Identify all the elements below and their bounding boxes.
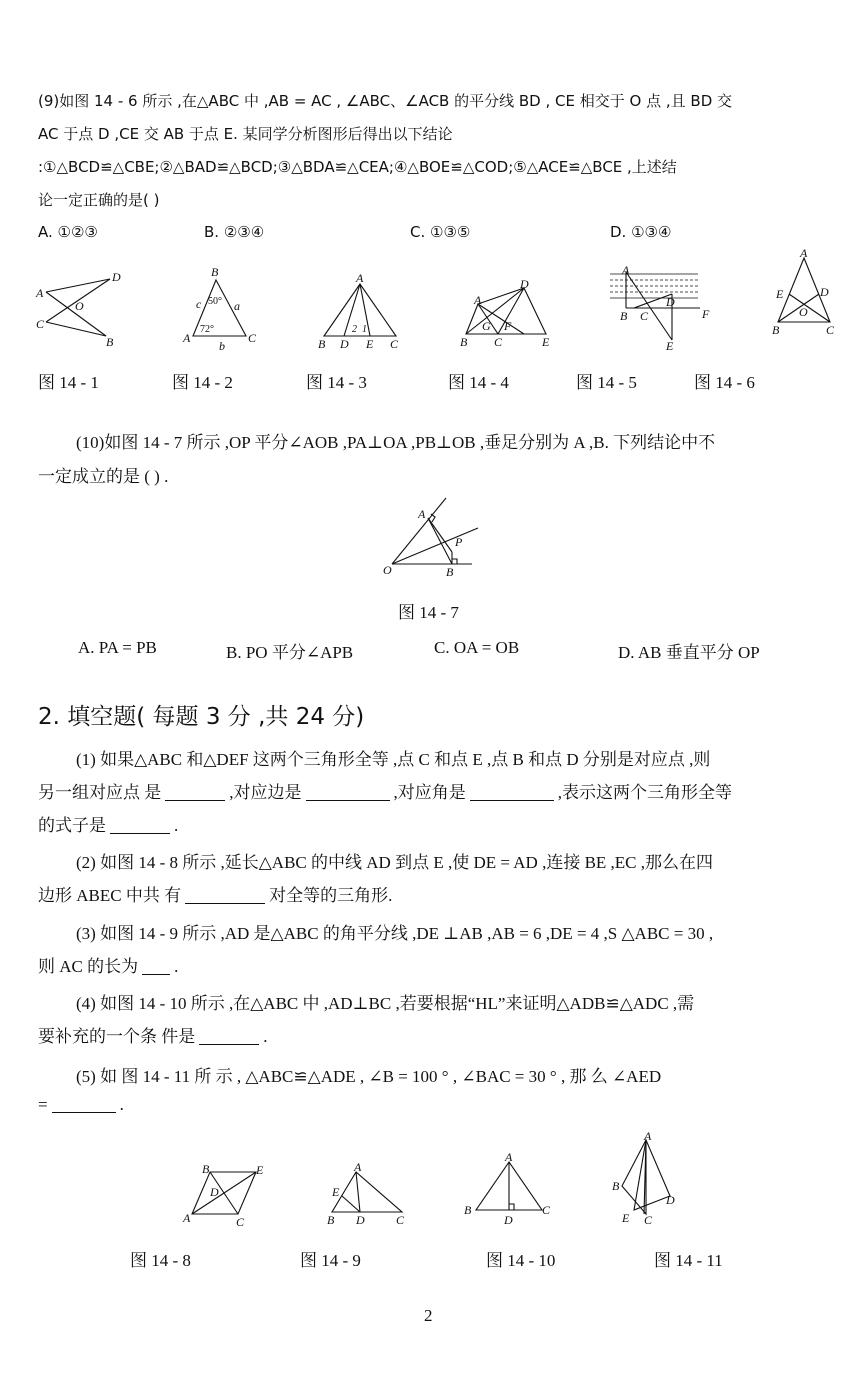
f1-line-1: (1) 如果△ABC 和△DEF 这两个三角形全等 ,点 C 和点 E ,点 B 和点 D 分别是对应点 ,则 bbox=[76, 750, 711, 769]
caption-14-9: 图 14 - 9 bbox=[300, 1251, 361, 1270]
figure-14-8 bbox=[180, 1160, 270, 1230]
caption-14-4: 图 14 - 4 bbox=[448, 373, 509, 392]
figure-14-7 bbox=[378, 494, 488, 580]
f2-text-a: 边形 ABEC 中共 有 bbox=[38, 886, 182, 905]
f3-text-b: . bbox=[174, 957, 179, 976]
q9-option-c: C. ①③⑤ bbox=[410, 223, 471, 241]
fig3-label-c: C bbox=[390, 337, 399, 351]
figure-14-3 bbox=[314, 270, 404, 350]
f4-line-1: (4) 如图 14 - 10 所示 ,在△ABC 中 ,AD⊥BC ,若要根据“HL”来证明△ADB≌△ADC ,需 bbox=[76, 994, 695, 1013]
fig4-label-a: A bbox=[474, 293, 482, 307]
fig5-label-b: B bbox=[620, 309, 628, 323]
fig9-label-b: B bbox=[327, 1213, 335, 1227]
f1-text-c: ,对应角是 bbox=[393, 783, 466, 802]
fig8-label-a: A bbox=[183, 1211, 191, 1225]
fig9-label-e: E bbox=[332, 1185, 340, 1199]
q9-line-1: (9)如图 14 - 6 所示 ,在△ABC 中 ,AB = AC , ∠ABC、∠ACB 的平分线 BD , CE 相交于 O 点 ,且 BD 交 bbox=[38, 92, 733, 110]
figure-14-11 bbox=[608, 1130, 688, 1230]
fig2-side-a: a bbox=[234, 299, 240, 313]
caption-14-2: 图 14 - 2 bbox=[172, 373, 233, 392]
fig10-label-a: A bbox=[505, 1150, 513, 1164]
figure-14-1 bbox=[30, 262, 130, 352]
fig4-label-g: G bbox=[482, 319, 491, 333]
q9-option-b: B. ②③④ bbox=[204, 223, 265, 241]
f5-blank-1[interactable] bbox=[52, 1096, 116, 1113]
fig10-label-d: D bbox=[504, 1213, 513, 1227]
f1-blank-3[interactable] bbox=[470, 784, 554, 801]
fig8-label-c: C bbox=[236, 1215, 245, 1229]
fig5-label-a: A bbox=[622, 263, 630, 277]
q10-option-a: A. PA = PB bbox=[78, 638, 157, 657]
fig6-label-a: A bbox=[800, 246, 808, 260]
fig5-label-e: E bbox=[666, 339, 674, 353]
f3-line-1: (3) 如图 14 - 9 所示 ,AD 是△ABC 的角平分线 ,DE ⊥AB ,AB = 6 ,DE = 4 ,S △ABC = 30 , bbox=[76, 924, 714, 943]
fig9-label-d: D bbox=[356, 1213, 365, 1227]
q10-line-1: (10)如图 14 - 7 所示 ,OP 平分∠AOB ,PA⊥OA ,PB⊥OB ,垂足分别为 A ,B. 下列结论中不 bbox=[76, 433, 716, 452]
section-2-title: 2. 填空题( 每题 3 分 ,共 24 分) bbox=[38, 704, 365, 730]
figure-14-5 bbox=[608, 262, 718, 352]
fig4-label-f: F bbox=[504, 319, 512, 333]
fig2-side-b: b bbox=[219, 339, 225, 353]
fig10-label-b: B bbox=[464, 1203, 472, 1217]
caption-14-8: 图 14 - 8 bbox=[130, 1251, 191, 1270]
fig2-side-c: c bbox=[196, 297, 202, 311]
fig3-label-e: E bbox=[366, 337, 374, 351]
f2-line-1: (2) 如图 14 - 8 所示 ,延长△ABC 的中线 AD 到点 E ,使 DE = AD ,连接 BE ,EC ,那么在四 bbox=[76, 853, 714, 872]
q9-line-4: 论一定正确的是( ) bbox=[38, 191, 160, 209]
fig1-label-d: D bbox=[112, 270, 121, 284]
fig5-label-d: D bbox=[666, 295, 675, 309]
figure-14-4 bbox=[458, 276, 558, 352]
q9-option-d: D. ①③④ bbox=[610, 223, 672, 241]
fig7-label-a: A bbox=[418, 507, 426, 521]
fig2-angle-b: 50° bbox=[208, 296, 222, 307]
fig1-label-b: B bbox=[106, 335, 114, 349]
f1-text-b: ,对应边是 bbox=[229, 783, 302, 802]
fig11-label-e: E bbox=[622, 1211, 630, 1225]
figure-14-6 bbox=[770, 248, 840, 340]
f4-blank-1[interactable] bbox=[199, 1028, 259, 1045]
f1-line-3 bbox=[38, 811, 178, 836]
fig7-label-b: B bbox=[446, 565, 454, 579]
fig4-label-b: B bbox=[460, 335, 468, 349]
fig6-label-b: B bbox=[772, 323, 780, 337]
q9-line-2: AC 于点 D ,CE 交 AB 于点 E. 某同学分析图形后得出以下结论 bbox=[38, 125, 453, 143]
f5-text-a: = bbox=[38, 1095, 48, 1114]
f4-text-a: 要补充的一个条 件是 bbox=[38, 1027, 196, 1046]
fig6-label-e: E bbox=[776, 287, 784, 301]
q9-line-3: :①△BCD≌△CBE;②△BAD≌△BCD;③△BDA≌△CEA;④△BOE≌△COD;⑤△ACE≌△BCE ,上述结 bbox=[38, 158, 677, 176]
fig9-label-a: A bbox=[354, 1160, 362, 1174]
fig3-label-d: D bbox=[340, 337, 349, 351]
f4-line-2 bbox=[38, 1022, 268, 1047]
fig5-label-c: C bbox=[640, 309, 649, 323]
f2-blank-1[interactable] bbox=[185, 887, 265, 904]
f1-text-d: ,表示这两个三角形全等 bbox=[557, 783, 732, 802]
fig11-label-b: B bbox=[612, 1179, 620, 1193]
f1-blank-4[interactable] bbox=[110, 817, 170, 834]
caption-14-5: 图 14 - 5 bbox=[576, 373, 637, 392]
fig11-label-d: D bbox=[666, 1193, 675, 1207]
caption-14-10: 图 14 - 10 bbox=[486, 1251, 556, 1270]
fig4-label-c: C bbox=[494, 335, 503, 349]
q10-option-b: B. PO 平分∠APB bbox=[226, 643, 354, 662]
fig7-label-p: P bbox=[455, 535, 463, 549]
figure-14-10 bbox=[462, 1150, 556, 1230]
f5-line-2 bbox=[38, 1095, 124, 1115]
f3-blank-1[interactable] bbox=[142, 958, 170, 975]
figure-14-9 bbox=[320, 1158, 410, 1228]
fig2-label-c: C bbox=[248, 331, 257, 345]
fig6-label-d: D bbox=[820, 285, 829, 299]
fig8-label-e: E bbox=[256, 1163, 264, 1177]
f2-text-b: 对全等的三角形. bbox=[269, 886, 393, 905]
f1-text-a: 另一组对应点 是 bbox=[38, 783, 162, 802]
fig8-label-b: B bbox=[202, 1162, 210, 1176]
fig2-angle-a: 72° bbox=[200, 324, 214, 335]
fig2-label-b: B bbox=[211, 265, 219, 279]
f1-blank-1[interactable] bbox=[165, 784, 225, 801]
f4-text-b: . bbox=[263, 1027, 268, 1046]
fig1-label-o: O bbox=[75, 299, 84, 313]
caption-14-7: 图 14 - 7 bbox=[398, 603, 459, 622]
q10-option-c: C. OA = OB bbox=[434, 638, 520, 657]
f3-line-2 bbox=[38, 952, 178, 977]
fig11-label-c: C bbox=[644, 1213, 653, 1227]
fig7-label-o: O bbox=[383, 563, 392, 577]
fig3-label-1: 1 bbox=[362, 324, 367, 335]
caption-14-1: 图 14 - 1 bbox=[38, 373, 99, 392]
caption-14-6: 图 14 - 6 bbox=[694, 373, 755, 392]
q10-option-d: D. AB 垂直平分 OP bbox=[618, 643, 760, 662]
fig3-label-2: 2 bbox=[352, 324, 357, 335]
fig1-label-c: C bbox=[36, 317, 45, 331]
f1-blank-2[interactable] bbox=[306, 784, 390, 801]
fig5-label-f: F bbox=[702, 307, 710, 321]
f1-line-2 bbox=[38, 778, 732, 803]
caption-14-11: 图 14 - 11 bbox=[654, 1251, 723, 1270]
q10-line-2: 一定成立的是 ( ) . bbox=[38, 467, 169, 486]
fig3-label-a: A bbox=[356, 271, 364, 285]
f5-line-1: (5) 如 图 14 - 11 所 示 , △ABC≌△ADE , ∠B = 100 ° , ∠BAC = 30 ° , 那 么 ∠AED bbox=[76, 1067, 662, 1086]
fig6-label-o: O bbox=[799, 305, 808, 319]
figure-14-2 bbox=[176, 262, 266, 352]
fig4-label-d: D bbox=[520, 277, 529, 291]
fig11-label-a: A bbox=[644, 1129, 652, 1143]
caption-14-3: 图 14 - 3 bbox=[306, 373, 367, 392]
fig4-label-e: E bbox=[542, 335, 550, 349]
q9-option-a: A. ①②③ bbox=[38, 223, 98, 241]
page-number: 2 bbox=[424, 1306, 433, 1325]
fig10-label-c: C bbox=[542, 1203, 551, 1217]
f3-text-a: 则 AC 的长为 bbox=[38, 957, 139, 976]
f2-line-2 bbox=[38, 881, 392, 906]
fig2-label-a: A bbox=[183, 331, 191, 345]
fig9-label-c: C bbox=[396, 1213, 405, 1227]
f1-text-f: . bbox=[174, 816, 179, 835]
fig8-label-d: D bbox=[210, 1185, 219, 1199]
f5-text-b: . bbox=[119, 1095, 124, 1114]
f1-text-e: 的式子是 bbox=[38, 816, 106, 835]
fig3-label-b: B bbox=[318, 337, 326, 351]
fig1-label-a: A bbox=[36, 286, 44, 300]
fig6-label-c: C bbox=[826, 323, 835, 337]
